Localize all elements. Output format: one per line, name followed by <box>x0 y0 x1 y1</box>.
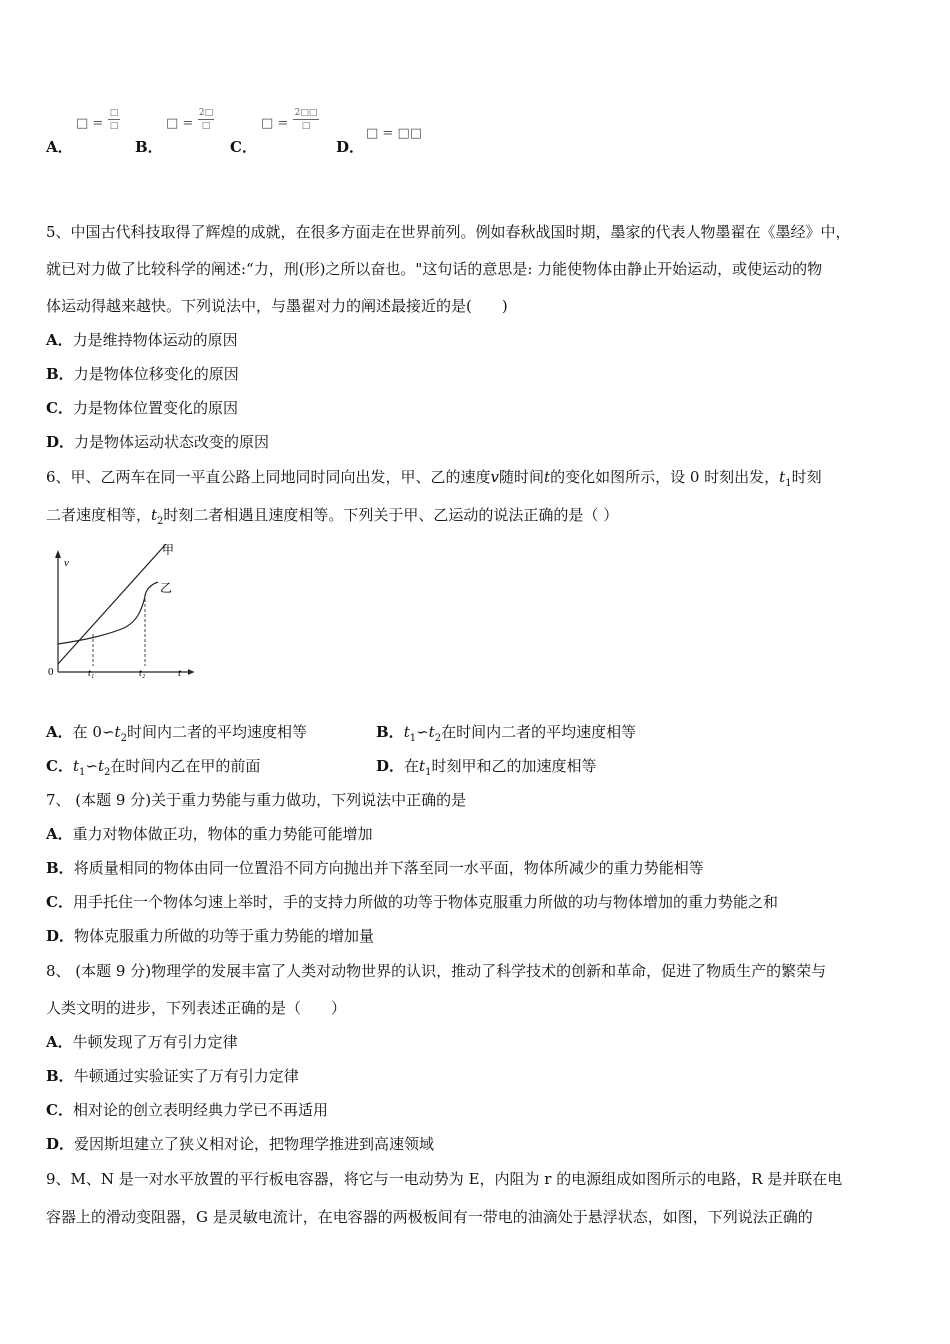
q6-option-c-var2: t <box>97 757 104 775</box>
q7-option-a-label: A． <box>46 825 73 843</box>
q8-option-b <box>46 1066 299 1086</box>
q5-option-a <box>46 330 238 350</box>
q6-sub-2: 2 <box>157 516 164 527</box>
q5-option-d-label: D． <box>46 433 75 451</box>
q6-option-a-sub: 2 <box>120 733 127 744</box>
q6-option-b-mid: ∽ <box>416 723 429 741</box>
q6-option-c-label: C． <box>46 757 73 775</box>
q6-option-d-post: 时刻甲和乙的加速度相等 <box>431 757 597 775</box>
q6-stem-part: 6、甲、乙两车在同一平直公路上同地同时同向出发，甲、乙的速度 <box>46 468 491 486</box>
q5-option-c-text: 力是物体位置变化的原因 <box>72 399 238 417</box>
q7-option-c <box>46 892 778 912</box>
q6-option-c-sub2: 2 <box>103 767 111 778</box>
graph-curve-yi <box>58 582 158 644</box>
graph-origin: 0 <box>48 666 54 678</box>
q4-option-a-label: A． <box>46 138 73 156</box>
q4-option-b-numerator: 2□ <box>198 108 214 118</box>
q6-var-t1: t <box>779 468 786 486</box>
q6-stem-line-2 <box>46 505 618 532</box>
q6-options-row-2 <box>46 756 597 783</box>
q6-option-c-mid: ∽ <box>85 757 98 775</box>
q6-option-c-post: 在时间内乙在甲的前面 <box>110 757 261 775</box>
q6-option-d-pre: 在 <box>404 757 420 775</box>
q8-option-a <box>46 1032 238 1052</box>
q6-vt-graph <box>44 540 204 685</box>
q6-option-a-label: A． <box>46 723 73 741</box>
q5-option-a-text: 力是维持物体运动的原因 <box>72 331 238 349</box>
q7-option-b-text: 将质量相同的物体由同一位置沿不同方向抛出并下落至同一水平面，物体所减少的重力势能相等 <box>73 859 704 877</box>
graph-yi-label: 乙 <box>160 581 173 595</box>
graph-t2-label: t₂ <box>139 668 146 679</box>
q4-options <box>46 108 646 158</box>
q5-option-c <box>46 398 238 418</box>
q5-stem-line-2: 就已对力做了比较科学的阐述:“力，刑(形)之所以奋也。"这句话的意思是: 力能使物体由静止开始运动，或使运动的物 <box>46 260 823 278</box>
q7-option-d-text: 物体克服重力所做的功等于重力势能的增加量 <box>74 927 375 945</box>
q7-option-a <box>46 824 373 844</box>
q8-option-b-label: B． <box>46 1067 74 1085</box>
q8-option-d <box>46 1134 434 1154</box>
q4-option-d-expr: □ = □□ <box>366 126 423 141</box>
q4-option-a-denominator: □ <box>109 121 119 131</box>
q7-option-d-label: D． <box>46 927 75 945</box>
q7-option-b <box>46 858 704 878</box>
graph-v-label: v <box>64 557 69 569</box>
q6-sub-1: 1 <box>785 478 792 489</box>
q4-option-a-numerator: □ <box>109 108 119 118</box>
q5-option-a-label: A． <box>46 331 73 349</box>
q4-option-b-lhs: □ = <box>166 116 194 131</box>
q6-option-a <box>46 723 307 744</box>
q5-option-b <box>46 364 239 384</box>
q6-option-d-label: D． <box>376 757 405 775</box>
q6-option-c-var1: t <box>72 757 79 775</box>
q4-option-c-denominator: □ <box>301 121 311 131</box>
q5-option-d-text: 力是物体运动状态改变的原因 <box>74 433 270 451</box>
graph-t-axis-arrow <box>188 669 194 675</box>
q7-option-a-text: 重力对物体做正功，物体的重力势能可能增加 <box>72 825 373 843</box>
q5-option-b-text: 力是物体位移变化的原因 <box>73 365 239 383</box>
q4-option-d-label: D． <box>336 138 365 156</box>
q7-stem: 7、 (本题 9 分)关于重力势能与重力做功，下列说法中正确的是 <box>46 791 467 809</box>
q6-options-row-1 <box>46 722 637 749</box>
q8-option-c <box>46 1100 328 1120</box>
q4-option-c-label: C． <box>230 138 257 156</box>
q8-option-a-text: 牛顿发现了万有引力定律 <box>72 1033 238 1051</box>
graph-v-axis-arrow <box>55 550 61 558</box>
q6-option-c <box>46 757 261 778</box>
q5-stem-line-3: 体运动得越来越快。下列说法中，与墨翟对力的阐述最接近的是( ) <box>46 297 508 315</box>
q6-stem-part: 的变化如图所示，设 0 时刻出发， <box>550 468 780 486</box>
q6-option-a-pre: 在 0∽ <box>72 723 115 741</box>
q5-option-d <box>46 432 269 452</box>
q6-stem-part: 时刻二者相遇且速度相等。下列关于甲、乙运动的说法正确的是（ ） <box>163 506 619 524</box>
q4-option-c-numerator: 2□□ <box>294 108 318 118</box>
q8-option-d-label: D． <box>46 1135 75 1153</box>
q7-option-c-label: C． <box>46 893 73 911</box>
graph-t1-label: t₁ <box>88 668 95 679</box>
q6-option-a-var: t <box>114 723 121 741</box>
q8-option-d-text: 爱因斯坦建立了狭义相对论，把物理学推进到高速领域 <box>74 1135 435 1153</box>
q4-option-b-label: B． <box>135 138 163 156</box>
q6-stem-part: 随时间 <box>499 468 545 486</box>
q6-stem-part: 二者速度相等， <box>46 506 152 524</box>
q6-option-d <box>376 756 596 783</box>
q4-option-c-lhs: □ = <box>261 116 289 131</box>
q8-option-b-text: 牛顿通过实验证实了万有引力定律 <box>73 1067 299 1085</box>
q7-option-b-label: B． <box>46 859 74 877</box>
q6-var-t: t <box>544 468 551 486</box>
q6-stem-part: 时刻 <box>791 468 822 486</box>
q5-stem-line-1: 5、中国古代科技取得了辉煌的成就，在很多方面走在世界前列。例如春秋战国时期，墨家的代表人物墨翟在《墨经》中， <box>46 223 851 241</box>
q6-option-a-post: 时间内二者的平均速度相等 <box>126 723 307 741</box>
q4-option-c-fraction <box>293 108 319 131</box>
q8-option-c-text: 相对论的创立表明经典力学已不再适用 <box>72 1101 328 1119</box>
q6-var-t2: t <box>151 506 158 524</box>
q6-option-c-sub1: 1 <box>78 767 86 778</box>
q6-option-b-var1: t <box>403 723 410 741</box>
q7-option-d <box>46 926 374 946</box>
q6-option-b-sub1: 1 <box>409 733 417 744</box>
q6-var-v: v <box>490 468 500 486</box>
q8-stem-line-2: 人类文明的进步，下列表述正确的是（ ） <box>46 999 347 1017</box>
q7-option-c-text: 用手托住一个物体匀速上举时，手的支持力所做的功等于物体克服重力所做的功与物体增加的重力势能之和 <box>72 893 778 911</box>
q8-stem-line-1: 8、 (本题 9 分)物理学的发展丰富了人类对动物世界的认识，推动了科学技术的创新和革命，促进了物质生产的繁荣与 <box>46 962 827 980</box>
q9-stem-line-2: 容器上的滑动变阻器，G 是灵敏电流计，在电容器的两极板间有一带电的油滴处于悬浮状态，如图，下列说法正确的 <box>46 1208 813 1226</box>
q6-option-b-sub2: 2 <box>434 733 442 744</box>
q6-option-d-var: t <box>419 757 426 775</box>
q4-option-a-fraction <box>108 108 120 131</box>
q6-option-b-var2: t <box>428 723 435 741</box>
q6-option-d-sub: 1 <box>425 767 432 778</box>
graph-t-label: t <box>178 667 182 679</box>
q4-option-b-fraction <box>198 108 214 131</box>
q6-option-b <box>376 722 636 749</box>
q4-option-b-denominator: □ <box>201 121 211 131</box>
q5-option-c-label: C． <box>46 399 73 417</box>
graph-jia-label: 甲 <box>162 543 175 557</box>
graph-line-jia <box>58 544 166 664</box>
q6-option-b-label: B． <box>376 723 404 741</box>
q5-option-b-label: B． <box>46 365 74 383</box>
q9-stem-line-1: 9、M、N 是一对水平放置的平行板电容器，将它与一电动势为 E，内阻为 r 的电源组成如图所示的电路，R 是并联在电 <box>46 1170 843 1188</box>
q8-option-c-label: C． <box>46 1101 73 1119</box>
q6-stem-line-1 <box>46 467 822 494</box>
q4-option-a-lhs: □ = <box>76 116 104 131</box>
q8-option-a-label: A． <box>46 1033 73 1051</box>
q6-option-b-post: 在时间内二者的平均速度相等 <box>441 723 637 741</box>
